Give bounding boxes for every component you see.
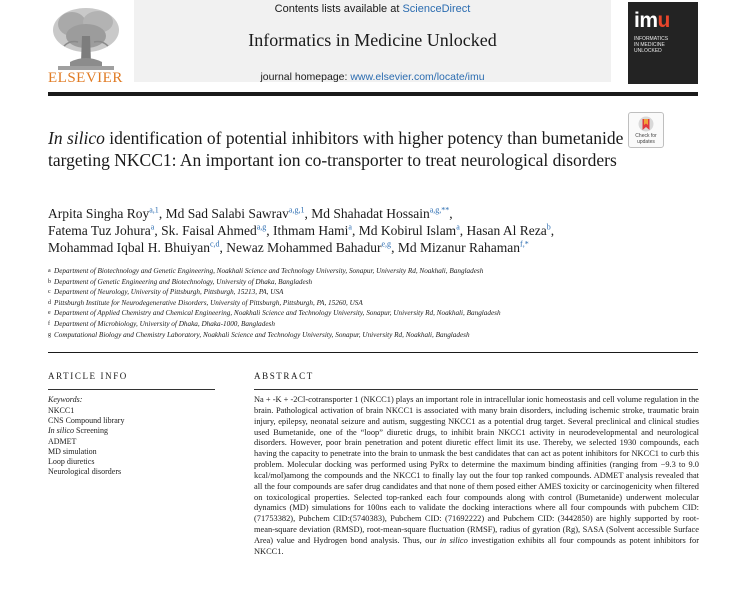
- affiliation: [48, 277, 698, 288]
- article-info-rule: [48, 389, 215, 390]
- abstract-italic: in silico: [439, 535, 468, 545]
- author-affiliation-marker[interactable]: a: [348, 222, 352, 232]
- author-separator: ,: [304, 206, 312, 221]
- affiliation: [48, 308, 698, 319]
- author[interactable]: [48, 206, 166, 221]
- title-text: identification of potential inhibitors with higher potency than bumetanide targeting NKCC1: An important ion co-transporter to treat neurological disorders: [48, 128, 624, 170]
- author-list: [48, 205, 708, 256]
- publisher-name: ELSEVIER: [48, 70, 123, 86]
- author[interactable]: [398, 240, 529, 255]
- author-affiliation-marker[interactable]: a: [456, 222, 460, 232]
- abstract-rule: [254, 389, 698, 390]
- check-for-updates-label: Check for updates: [635, 133, 657, 145]
- journal-homepage-link[interactable]: www.elsevier.com/locate/imu: [350, 71, 485, 83]
- affiliation-text: Department of Applied Chemistry and Chemical Engineering, Noakhali Science and Technology University, Sonapur, University Rd, Noakhali, Bangladesh: [54, 309, 501, 318]
- author-name: Newaz Mohammed Bahadur: [226, 240, 382, 255]
- author-separator: ,: [449, 206, 453, 221]
- keyword: [48, 457, 124, 467]
- affiliation: [48, 266, 698, 277]
- cover-subtitle: INFORMATICS IN MEDICINE UNLOCKED: [634, 36, 669, 54]
- author[interactable]: [311, 206, 452, 221]
- author-name: Mohammad Iqbal H. Bhuiyan: [48, 240, 210, 255]
- author-affiliation-marker[interactable]: a,1: [149, 205, 159, 215]
- affiliation-key: b: [48, 278, 51, 285]
- keyword-text: NKCC1: [48, 406, 75, 415]
- article-title: [48, 128, 628, 171]
- article-info-heading: ARTICLE INFO: [48, 371, 128, 381]
- author-name: Md Shahadat Hossain: [311, 206, 430, 221]
- keyword: [48, 467, 124, 477]
- title-italic: In silico: [48, 128, 105, 148]
- keyword: [48, 426, 124, 436]
- check-for-updates-button[interactable]: [628, 112, 664, 148]
- keyword-italic: In silico: [48, 426, 74, 436]
- author[interactable]: [226, 240, 398, 255]
- affiliation-key: c: [48, 289, 51, 296]
- author-name: Arpita Singha Roy: [48, 206, 150, 221]
- keyword-text: MD simulation: [48, 446, 97, 456]
- author-affiliation-marker[interactable]: a: [150, 222, 155, 232]
- author-name: Ithmam Hami: [273, 223, 349, 238]
- affiliation-text: Department of Genetic Engineering and Biotechnology, University of Dhaka, Bangladesh: [54, 277, 313, 286]
- author-separator: ,: [266, 223, 274, 238]
- abstract-text-end: investigation exhibits all four compounds as potent inhibitors for NKCC1.: [254, 535, 699, 556]
- author-affiliation-marker[interactable]: f,*: [520, 239, 529, 249]
- affiliation-text: Pittsburgh Institute for Neurodegenerative Disorders, University of Pittsburgh, Pittsburgh, PA, 15260, USA: [54, 298, 363, 307]
- keywords-label: Keywords:: [48, 395, 83, 404]
- keyword: [48, 447, 124, 457]
- affiliation-list: [48, 266, 698, 340]
- keyword-text: ADMET: [48, 436, 77, 446]
- author-affiliation-marker[interactable]: e,g: [381, 239, 392, 249]
- author[interactable]: [48, 240, 226, 255]
- affiliation-text: Department of Neurology, University of Pittsburgh, Pittsburgh, 15213, PA, USA: [54, 288, 284, 297]
- elsevier-tree-logo: [48, 6, 124, 72]
- keyword-text: Neurological disorders: [48, 467, 122, 477]
- keyword: [48, 437, 124, 447]
- affiliation-key: a: [48, 268, 51, 274]
- author-name: Md Kobirul Islam: [358, 223, 457, 238]
- sciencedirect-link[interactable]: ScienceDirect: [402, 3, 471, 15]
- keyword-text: CNS Compound library: [48, 416, 125, 426]
- author-affiliation-marker[interactable]: a,g: [256, 222, 267, 232]
- author[interactable]: [273, 223, 359, 238]
- author[interactable]: [48, 223, 161, 238]
- author-name: Hasan Al Reza: [466, 223, 547, 238]
- abstract-body: [254, 395, 699, 558]
- author-affiliation-marker[interactable]: c,d: [209, 239, 220, 249]
- contents-prefix: Contents lists available at: [274, 3, 403, 15]
- affiliation-text: Department of Microbiology, University of Dhaka, Dhaka-1000, Bangladesh: [54, 319, 275, 328]
- journal-cover: [628, 2, 698, 84]
- affiliation-key: e: [48, 310, 51, 317]
- abstract-text: Na + -K + -2Cl-cotransporter 1 (NKCC1) plays an important role in intracellular ionic homeostasis and cell volume regulation in the brain. Pathological activation of brain NKCC1 is associated with many brain disorders, including ischemic stroke, traumatic brain injury, epilepsy, neonatal seizure and autism, suggesting NKCC1 as a potential drug target. Several preclinical and clinical studies used Bumetanide, one of the “loop” diuretic drugs, to inhibit brain NKCC1 activity in neurodevelopmental and neurological disorders. However, poor brain penetration and potent diuretic effect limit its use. Thereby, we selected 1930 compounds, each having the capacity to penetrate into the brain to unmask the best candidates that can act as potent inhibitors for NKCC1 to curb this problem. Molecular docking was performed using PyRx to determine the maximum binding affinities (ranging from −9.3 to 9.0 kcal/mol)among the compounds and the NKCC1 to finally lay out the four top ranked compounds. ADMET analysis revealed that all the four compounds are safer drug candidates and that none of them posed either AMES toxicity or carcinogenicity when filtered on toxicological properties. Selected top-ranked each four compounds along with control (Bumetanide) underwent molecular dynamics (MD) simulations for 100ns each to validate the docking interactions where all four compounds with pubchem CID: (71753382), Pubchem CID:(5740383), Pubchem CID: (71692222) and Pubchem CID: (3442850) are highly supported by root-mean-square deviation (RMSD), root-mean-square fluctuation (RMSF), radius of gyration (Rg), SASA (Solvent accessible Surface Area) value and Hydrogen bond analysis. Thus, our: [254, 395, 699, 545]
- affiliation-key: f: [48, 320, 50, 327]
- header-rule: [48, 92, 698, 96]
- affiliation: [48, 298, 698, 309]
- keyword-list: [48, 406, 124, 477]
- author-affiliation-marker[interactable]: a,g,**: [429, 205, 450, 215]
- cover-logo: imu: [634, 9, 670, 32]
- affiliation-key: d: [48, 299, 51, 306]
- homepage-line: [134, 71, 611, 83]
- affiliation-text: Computational Biology and Chemistry Laboratory, Noakhali Science and Technology University, Sonapur, University Rd, Noakhali, Bangladesh: [54, 330, 470, 339]
- author-separator: ,: [154, 223, 162, 238]
- contents-line: [134, 3, 611, 15]
- author[interactable]: [467, 223, 555, 238]
- author-name: Sk. Faisal Ahmed: [161, 223, 257, 238]
- bookmark-icon: [638, 116, 654, 133]
- abstract-heading: ABSTRACT: [254, 371, 314, 381]
- keyword: [48, 416, 124, 426]
- keyword: [48, 406, 124, 416]
- author[interactable]: [166, 206, 312, 221]
- affiliation-key: g: [48, 331, 51, 338]
- affiliation: [48, 330, 698, 341]
- author-separator: ,: [459, 223, 467, 238]
- author-name: Md Mizanur Rahaman: [397, 240, 521, 255]
- affiliation-text: Department of Biotechnology and Genetic Engineering, Noakhali Science and Technology University, Sonapur, University Rd, Noakhali, Bangladesh: [54, 267, 484, 275]
- author-separator: ,: [391, 240, 398, 255]
- affiliation: [48, 319, 698, 330]
- author-separator: ,: [351, 223, 359, 238]
- author[interactable]: [161, 223, 273, 238]
- journal-title: Informatics in Medicine Unlocked: [248, 30, 497, 50]
- author-name: Md Sad Salabi Sawrav: [165, 206, 289, 221]
- homepage-prefix: journal homepage:: [260, 71, 351, 83]
- affiliation: [48, 287, 698, 298]
- author-name: Fatema Tuz Johura: [48, 223, 151, 238]
- author[interactable]: [359, 223, 467, 238]
- author-affiliation-marker[interactable]: b: [546, 222, 551, 232]
- author-separator: ,: [219, 240, 227, 255]
- author-separator: ,: [550, 223, 555, 238]
- keyword-text: Screening: [74, 426, 108, 436]
- keyword-text: Loop diuretics: [48, 457, 95, 467]
- author-affiliation-marker[interactable]: a,g,1: [288, 205, 305, 215]
- author-separator: ,: [158, 206, 166, 221]
- section-rule: [48, 352, 698, 353]
